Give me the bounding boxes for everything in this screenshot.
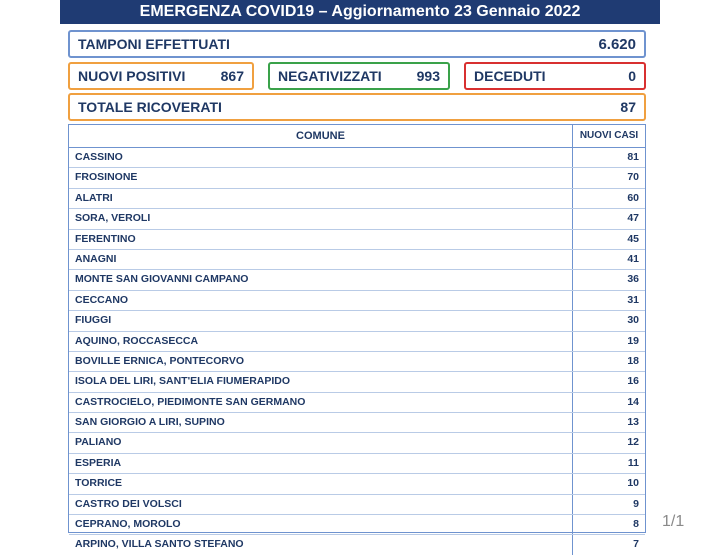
table-row (69, 270, 645, 290)
page-counter: 1/1 (662, 513, 685, 530)
cell-nuovi-casi: 7 (633, 538, 639, 551)
cell-nuovi-casi: 13 (627, 416, 639, 429)
comuni-table (68, 124, 646, 551)
cell-nuovi-casi: 30 (627, 314, 639, 327)
deceduti-label: DECEDUTI (474, 68, 546, 84)
cell-comune: ISOLA DEL LIRI, SANT'ELIA FIUMERAPIDO (69, 372, 573, 391)
table-row (69, 413, 645, 433)
table-row (69, 474, 645, 494)
cell-comune: FIUGGI (69, 311, 573, 330)
deceduti-value: 0 (628, 68, 636, 84)
cell-nuovi-casi: 45 (627, 232, 639, 245)
table-row (69, 393, 645, 413)
totale-ricoverati-value: 87 (620, 99, 636, 115)
cell-comune: FERENTINO (69, 230, 573, 249)
negativizzati-value: 993 (416, 68, 440, 84)
table-row (69, 250, 645, 270)
cell-nuovi-casi: 70 (627, 171, 639, 184)
cell-comune: ESPERIA (69, 454, 573, 473)
table-row (69, 433, 645, 453)
table-row (69, 311, 645, 331)
table-row (69, 372, 645, 392)
cell-nuovi-casi: 9 (633, 497, 639, 510)
cell-nuovi-casi: 10 (627, 477, 639, 490)
cell-nuovi-casi: 11 (627, 456, 639, 469)
table-row (69, 148, 645, 168)
cell-comune: BOVILLE ERNICA, PONTECORVO (69, 352, 573, 371)
cell-comune: SAN GIORGIO A LIRI, SUPINO (69, 413, 573, 432)
cell-comune: AQUINO, ROCCASECCA (69, 332, 573, 351)
deceduti-box (464, 62, 646, 90)
header-comune: COMUNE (69, 125, 573, 147)
cell-comune: ANAGNI (69, 250, 573, 269)
cell-nuovi-casi: 31 (627, 293, 639, 306)
cell-comune: SORA, VEROLI (69, 209, 573, 228)
cell-comune: FROSINONE (69, 168, 573, 187)
negativizzati-box (268, 62, 450, 90)
table-body (69, 148, 645, 555)
table-row (69, 352, 645, 372)
cell-nuovi-casi: 8 (633, 518, 639, 531)
nuovi-positivi-value: 867 (220, 68, 244, 84)
table-header (69, 125, 645, 148)
table-row (69, 168, 645, 188)
table-row (69, 291, 645, 311)
cell-nuovi-casi: 16 (627, 375, 639, 388)
tamponi-box (68, 30, 646, 58)
cell-comune: TORRICE (69, 474, 573, 493)
tamponi-value: 6.620 (598, 35, 636, 53)
cell-comune: MONTE SAN GIOVANNI CAMPANO (69, 270, 573, 289)
table-row (69, 209, 645, 229)
negativizzati-label: NEGATIVIZZATI (278, 68, 382, 84)
table-row (69, 230, 645, 250)
table-row (69, 495, 645, 515)
cell-comune: CASSINO (69, 148, 573, 167)
table-row (69, 535, 645, 554)
header-nuovi-casi: NUOVI CASI (579, 130, 639, 141)
cell-nuovi-casi: 60 (627, 191, 639, 204)
page-title: EMERGENZA COVID19 – Aggiornamento 23 Gennaio 2022 (60, 0, 660, 24)
table-row (69, 332, 645, 352)
cell-comune: PALIANO (69, 433, 573, 452)
cell-nuovi-casi: 81 (627, 151, 639, 163)
cell-comune: CASTROCIELO, PIEDIMONTE SAN GERMANO (69, 393, 573, 412)
cell-nuovi-casi: 19 (627, 334, 639, 347)
cell-comune: ALATRI (69, 189, 573, 208)
cell-comune: CEPRANO, MOROLO (69, 515, 573, 534)
cell-comune: CASTRO DEI VOLSCI (69, 495, 573, 514)
nuovi-positivi-box (68, 62, 254, 90)
cell-comune: CECCANO (69, 291, 573, 310)
totale-ricoverati-label: TOTALE RICOVERATI (78, 99, 222, 115)
nuovi-positivi-label: NUOVI POSITIVI (78, 68, 186, 84)
cell-nuovi-casi: 18 (627, 354, 639, 367)
tamponi-label: TAMPONI EFFETTUATI (78, 36, 230, 52)
cell-nuovi-casi: 41 (627, 252, 639, 265)
table-row (69, 189, 645, 209)
cell-nuovi-casi: 12 (627, 436, 639, 449)
cell-nuovi-casi: 47 (627, 212, 639, 225)
totale-ricoverati-box (68, 93, 646, 121)
cell-comune: ARPINO, VILLA SANTO STEFANO (69, 535, 573, 554)
table-row (69, 454, 645, 474)
cell-nuovi-casi: 36 (627, 273, 639, 286)
table-row (69, 515, 645, 535)
cell-nuovi-casi: 14 (627, 395, 639, 408)
